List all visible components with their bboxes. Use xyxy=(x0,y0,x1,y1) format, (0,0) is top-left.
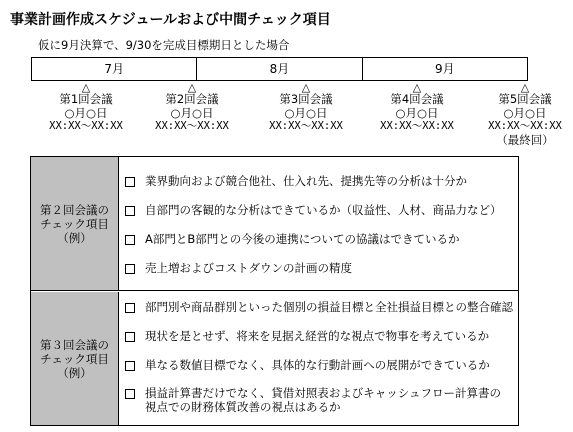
checklist-row-label xyxy=(31,157,119,290)
meeting-date: ○月○日 xyxy=(284,105,328,120)
meeting-5 xyxy=(477,82,573,147)
checkbox-icon xyxy=(125,235,135,245)
meeting-time: XX:XX～XX:XX xyxy=(155,120,229,132)
checklist-item xyxy=(125,203,514,217)
meeting-name: 第4回会議 xyxy=(390,92,444,106)
checklist-row-meeting-2 xyxy=(31,157,518,291)
month-timeline xyxy=(31,57,528,81)
checkbox-icon xyxy=(125,332,135,342)
meeting-name: 第2回会議 xyxy=(165,92,219,106)
month-cell-july: 7月 xyxy=(32,58,197,80)
checkbox-icon xyxy=(125,206,135,216)
meeting-name: 第3回会議 xyxy=(279,92,333,106)
page-title: 事業計画作成スケジュールおよび中間チェック項目 xyxy=(10,12,331,28)
triangle-marker-icon: △ xyxy=(187,81,197,94)
meeting-date: ○月○日 xyxy=(395,105,439,120)
checklist-item xyxy=(125,358,514,372)
checklist-item-text: 業界動向および競合他社、仕入れ先、提携先等の分析は十分か xyxy=(145,174,467,188)
triangle-marker-icon: △ xyxy=(301,81,311,94)
checklist-item xyxy=(125,329,514,343)
schedule-note: 仮に9月決算で、9/30を完成目標期日とした場合 xyxy=(38,38,290,52)
meeting-name: 第1回会議 xyxy=(59,92,113,106)
meeting-time: XX:XX～XX:XX xyxy=(269,120,343,132)
meeting-1 xyxy=(38,82,134,134)
checklist-items xyxy=(119,157,518,290)
checklist-label-text: 第３回会議の チェック項目 （例） xyxy=(40,337,109,380)
checklist-item-text: 自部門の客観的な分析はできているか（収益性、人材、商品力など） xyxy=(145,203,502,217)
triangle-marker-icon: △ xyxy=(81,81,91,94)
checklist-item-text: 売上増およびコストダウンの計画の精度 xyxy=(145,261,352,275)
checklist-item xyxy=(125,261,514,275)
checklist-item-text: 現状を是とせず、将来を見据え経営的な視点で物事を考えているか xyxy=(145,329,490,343)
meeting-date: ○月○日 xyxy=(64,105,108,120)
checklist-item xyxy=(125,300,514,314)
final-meeting-note: （最終回） xyxy=(496,132,554,147)
checklist-item xyxy=(125,386,514,414)
month-cell-august: 8月 xyxy=(197,58,362,80)
checkbox-icon xyxy=(125,361,135,371)
checkbox-icon xyxy=(125,389,135,399)
meeting-time: XX:XX～XX:XX xyxy=(488,120,562,132)
checklist-row-label xyxy=(31,292,119,425)
checklist-table xyxy=(30,156,519,426)
meeting-date: ○月○日 xyxy=(503,105,547,120)
checklist-items xyxy=(119,292,518,425)
meeting-4 xyxy=(369,82,465,134)
meeting-time: XX:XX～XX:XX xyxy=(49,120,123,132)
meeting-date: ○月○日 xyxy=(170,105,214,120)
checklist-item-text: 損益計算書だけでなく、貸借対照表およびキャッシュフロー計算書の 視点での財務体質改善の視点はあるか xyxy=(145,386,502,414)
checklist-item xyxy=(125,232,514,246)
checklist-item-text: A部門とB部門との今後の連携についての協議はできているか xyxy=(145,232,460,246)
meeting-2 xyxy=(144,82,240,134)
checklist-row-meeting-3 xyxy=(31,292,518,425)
checkbox-icon xyxy=(125,303,135,313)
checklist-item xyxy=(125,174,514,188)
checklist-item-text: 単なる数値目標でなく、具体的な行動計画への展開ができているか xyxy=(145,358,490,372)
meeting-3 xyxy=(258,82,354,134)
checklist-label-text: 第２回会議の チェック項目 （例） xyxy=(40,202,109,245)
meeting-name: 第5回会議 xyxy=(498,92,552,106)
meeting-time: XX:XX～XX:XX xyxy=(380,120,454,132)
checkbox-icon xyxy=(125,177,135,187)
triangle-marker-icon: △ xyxy=(412,81,422,94)
month-cell-september: 9月 xyxy=(435,62,455,76)
checkbox-icon xyxy=(125,264,135,274)
triangle-marker-icon: △ xyxy=(520,81,530,94)
checklist-item-text: 部門別や商品群別といった個別の損益目標と全社損益目標との整合確認 xyxy=(145,300,513,314)
